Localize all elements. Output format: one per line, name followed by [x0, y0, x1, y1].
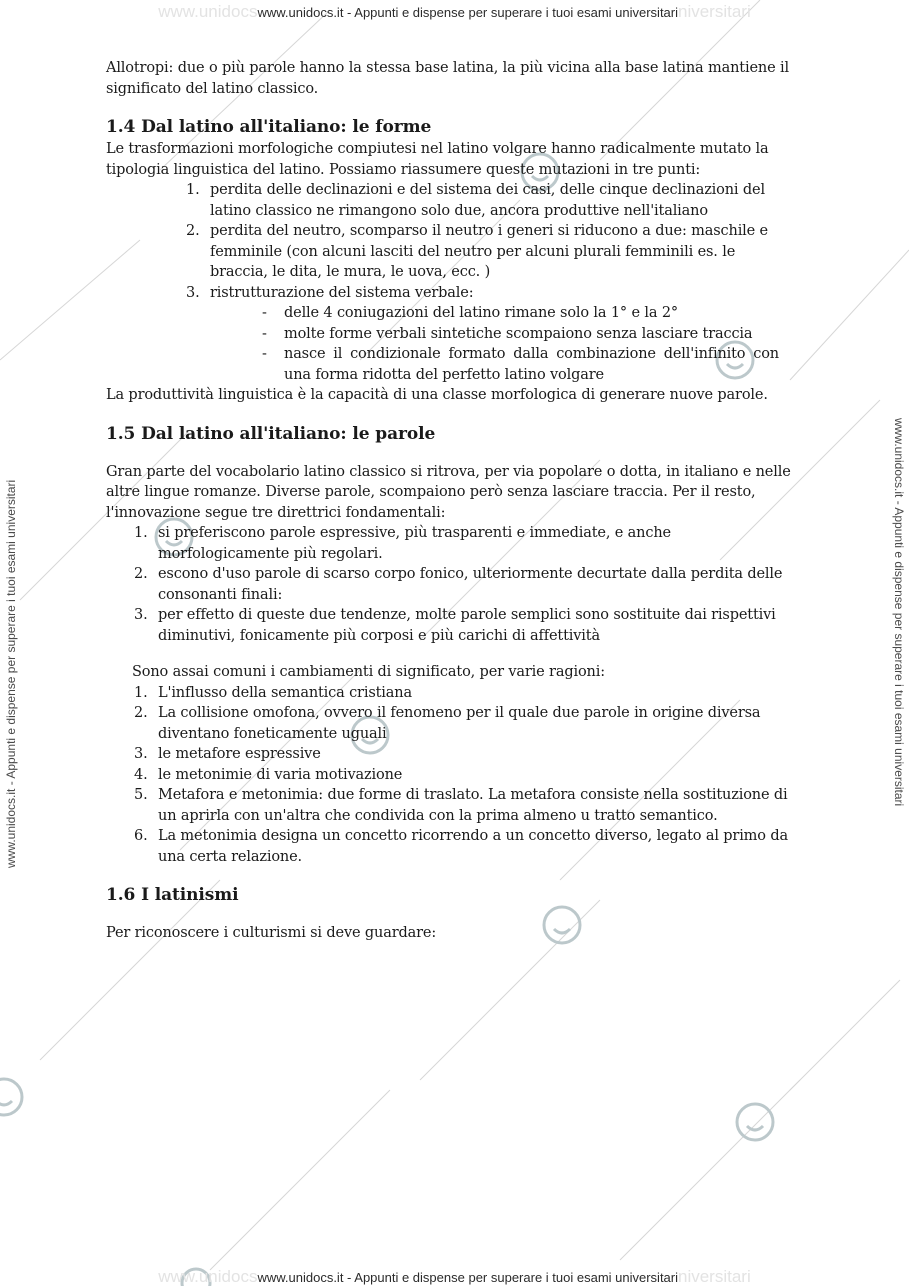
list-item: 4. le metonimie di varia motivazione — [134, 766, 403, 783]
watermark-banner-top — [0, 2, 909, 22]
list-item: 3. le metafore espressive — [134, 746, 321, 762]
section-title-words: 1.5 Dal latino all'italiano: le parole — [106, 423, 436, 444]
allotropi-paragraph: Allotropi: due o più parole hanno la stessa base latina, la più vicina alla base latina mantiene il significato del latino classico. — [106, 60, 789, 97]
list-item: 2. perdita del neutro, scomparso il neutro i generi si riducono a due: maschile e femminile (con alcuni lasciti del neutro per alcuni plurali femminili es. le braccia, le dita, le mura, le uova, ecc. ) — [186, 223, 768, 280]
watermark-banner-text: www.unidocs.it - Appunti e dispense per superare i tuoi esami universitari — [257, 5, 678, 20]
section-title-latinisms: 1.6 I latinismi — [106, 885, 239, 905]
watermark-banner-bottom — [0, 1267, 909, 1287]
list-item: 2. La collisione omofona, ovvero il fenomeno per il quale due parole in origine diversa diventano foneticamente uguali — [134, 705, 761, 742]
document-body — [106, 58, 796, 944]
forms-intro: Le trasformazioni morfologiche compiutesi nel latino volgare hanno radicalmente mutato la tipologia linguistica del latino. Possiamo riassumere queste mutazioni in tre punti: — [106, 141, 769, 178]
list-item: 2. escono d'uso parole di scarso corpo fonico, ulteriormente decurtate dalla perdita delle consonanti finali: — [134, 566, 783, 603]
meaning-list — [134, 683, 788, 868]
watermark-ghost-right: niversitari — [678, 1267, 751, 1286]
section-title-forms: 1.4 Dal latino all'italiano: le forme — [106, 117, 432, 137]
watermark-ghost-left: www.unidocs — [158, 1267, 258, 1286]
list-item: - delle 4 coniugazioni del latino rimane solo la 1° e la 2° — [262, 305, 679, 321]
words-intro: Gran parte del vocabolario latino classico si ritrova, per via popolare o dotta, in italiano e nelle altre lingue romanze. Diverse parole, scompaiono però senza lasciare traccia. Per il resto, l'innovazione segue tre direttrici fondamentali: — [106, 463, 791, 521]
watermark-side-left: www.unidocs.it - Appunti e dispense per superare i tuoi esami universitari — [4, 479, 18, 868]
watermark-ghost-right: niversitari — [678, 2, 751, 21]
latinisms-paragraph: Per riconoscere i culturismi si deve guardare: — [106, 925, 437, 941]
forms-list — [186, 180, 790, 303]
words-list — [134, 523, 788, 646]
productivity-paragraph: La produttività linguistica è la capacità di una classe morfologica di generare nuove parole. — [106, 387, 768, 403]
watermark-side-right: www.unidocs.it - Appunti e dispense per superare i tuoi esami universitari — [892, 418, 906, 807]
watermark-banner-text: www.unidocs.it - Appunti e dispense per superare i tuoi esami universitari — [257, 1270, 678, 1285]
verbal-system-sublist — [262, 303, 779, 385]
list-item: 5. Metafora e metonimia: due forme di traslato. La metafora consiste nella sostituzione di un aprirla con un'altra che condivida con la prima almeno u tratto semantico. — [134, 787, 788, 824]
list-item: 1. L'influsso della semantica cristiana — [134, 684, 412, 701]
list-item: 6. La metonimia designa un concetto ricorrendo a un concetto diverso, legato al primo da una certa relazione. — [134, 828, 788, 865]
watermark-ghost-left: www.unidocs — [158, 2, 258, 21]
meaning-intro: Sono assai comuni i cambiamenti di significato, per varie ragioni: — [132, 664, 605, 680]
list-item: 1. perdita delle declinazioni e del sistema dei casi, delle cinque declinazioni del latino classico ne rimangono solo due, ancora produttive nell'italiano — [186, 182, 765, 219]
list-item: 1. si preferiscono parole espressive, più trasparenti e immediate, e anche morfologicamente più regolari. — [134, 525, 671, 562]
watermark-logo-6 — [737, 1104, 773, 1140]
watermark-logo-7 — [0, 1079, 22, 1115]
list-item: - molte forme verbali sintetiche scompaiono senza lasciare traccia — [262, 325, 753, 342]
list-item: - nasce il condizionale formato dalla combinazione dell'infinito con una forma ridotta del perfetto latino volgare — [262, 346, 779, 383]
list-item: 3. ristrutturazione del sistema verbale: — [186, 284, 474, 301]
list-item: 3. per effetto di queste due tendenze, molte parole semplici sono sostituite dai rispettivi diminutivi, fonicamente più corposi e più carichi di affettività — [134, 607, 776, 644]
